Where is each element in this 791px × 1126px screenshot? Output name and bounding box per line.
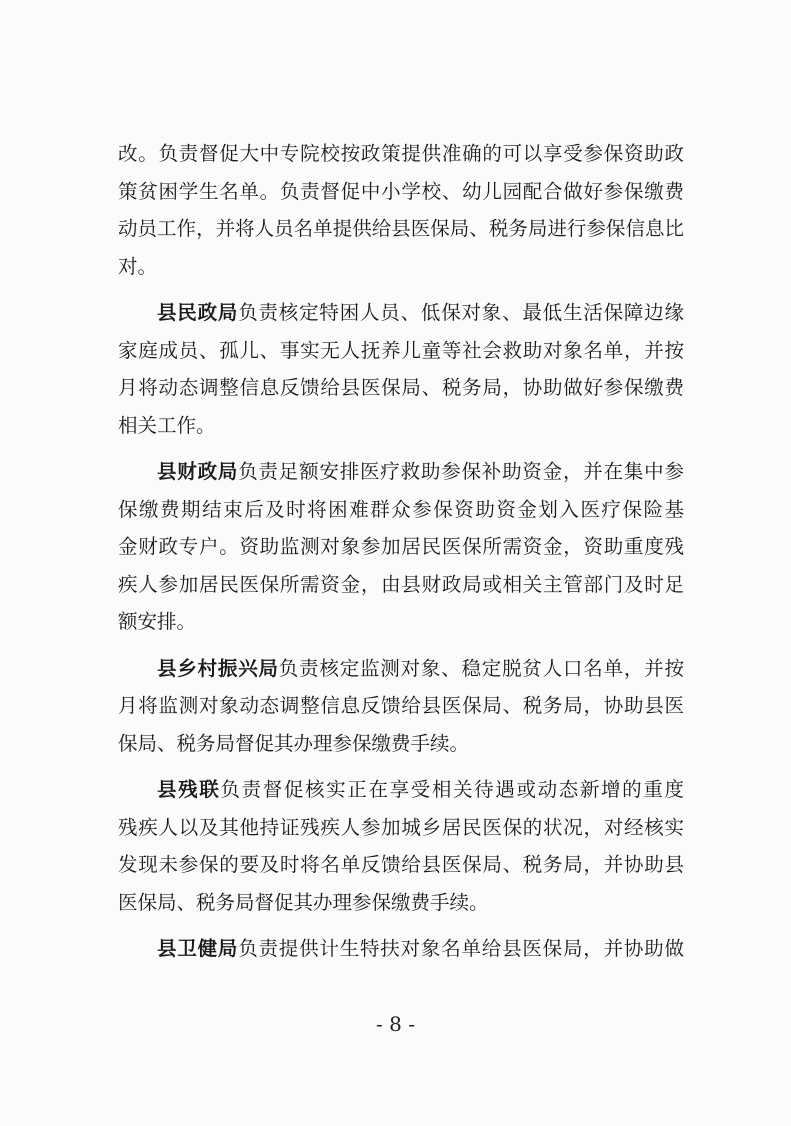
text-line (118, 294, 684, 332)
text-line: 疾人参加居民医保所需资金，由县财政局或相关主管部门及时足 (118, 572, 684, 596)
text-line: 额安排。 (118, 610, 197, 633)
text-line (118, 650, 684, 688)
paragraph-rural-revitalization (118, 650, 684, 763)
text-line: 策贫困学生名单。负责督促中小学校、幼儿园配合做好参保缴费 (118, 179, 684, 203)
text-line: 金财政专户。资助监测对象参加居民医保所需资金，资助重度残 (118, 535, 684, 558)
text-line: 改。负责督促大中专院校按政策提供准确的可以享受参保资助政 (118, 142, 684, 165)
department-name: 县民政局 (157, 301, 239, 324)
department-name: 县财政局 (157, 460, 239, 483)
text-line (118, 771, 684, 809)
text-line: 动员工作，并将人员名单提供给县医保局、税务局进行参保信息比 (118, 217, 684, 240)
text-segment: 负责督促核实正在享受相关待遇或动态新增的重度 (220, 778, 684, 801)
text-line: 家庭成员、孤儿、事实无人抚养儿童等社会救助对象名单，并按 (118, 338, 684, 362)
text-segment: 负责核定特困人员、低保对象、最低生活保障边缘 (238, 301, 684, 324)
page-number: - 8 - (376, 1012, 415, 1036)
paragraph-education (118, 135, 684, 285)
paragraph-civil-affairs (118, 294, 684, 444)
text-line: 医保局、税务局督促其办理参保缴费手续。 (118, 890, 489, 914)
department-name: 县乡村振兴局 (157, 656, 279, 680)
paragraph-health (118, 930, 684, 968)
text-line: 保局、税务局督促其办理参保缴费手续。 (118, 731, 470, 755)
text-line: 保缴费期结束后及时将困难群众参保资助资金划入医疗保险基 (118, 497, 684, 521)
text-line: 发现未参保的要及时将名单反馈给县医保局、税务局，并协助县 (118, 853, 684, 876)
text-line (118, 930, 684, 968)
text-line: 残疾人以及其他持证残疾人参加城乡居民医保的状况，对经核实 (118, 815, 684, 839)
paragraph-finance (118, 453, 684, 641)
text-line: 相关工作。 (118, 413, 216, 437)
document-body (118, 135, 684, 977)
text-line: 月将动态调整信息反馈给县医保局、税务局，协助做好参保缴费 (118, 376, 684, 399)
text-line (118, 453, 684, 491)
text-line: 月将监测对象动态调整信息反馈给县医保局、税务局，协助县医 (118, 694, 684, 717)
department-name: 县残联 (157, 778, 221, 801)
paragraph-disabled-federation (118, 771, 684, 921)
text-line: 对。 (118, 254, 158, 278)
text-segment: 负责足额安排医疗救助参保补助资金，并在集中参 (238, 460, 684, 483)
department-name: 县卫健局 (157, 937, 239, 960)
text-segment: 负责核定监测对象、稳定脱贫人口名单，并按 (278, 656, 684, 680)
text-segment: 负责提供计生特扶对象名单给县医保局，并协助做 (238, 937, 684, 960)
